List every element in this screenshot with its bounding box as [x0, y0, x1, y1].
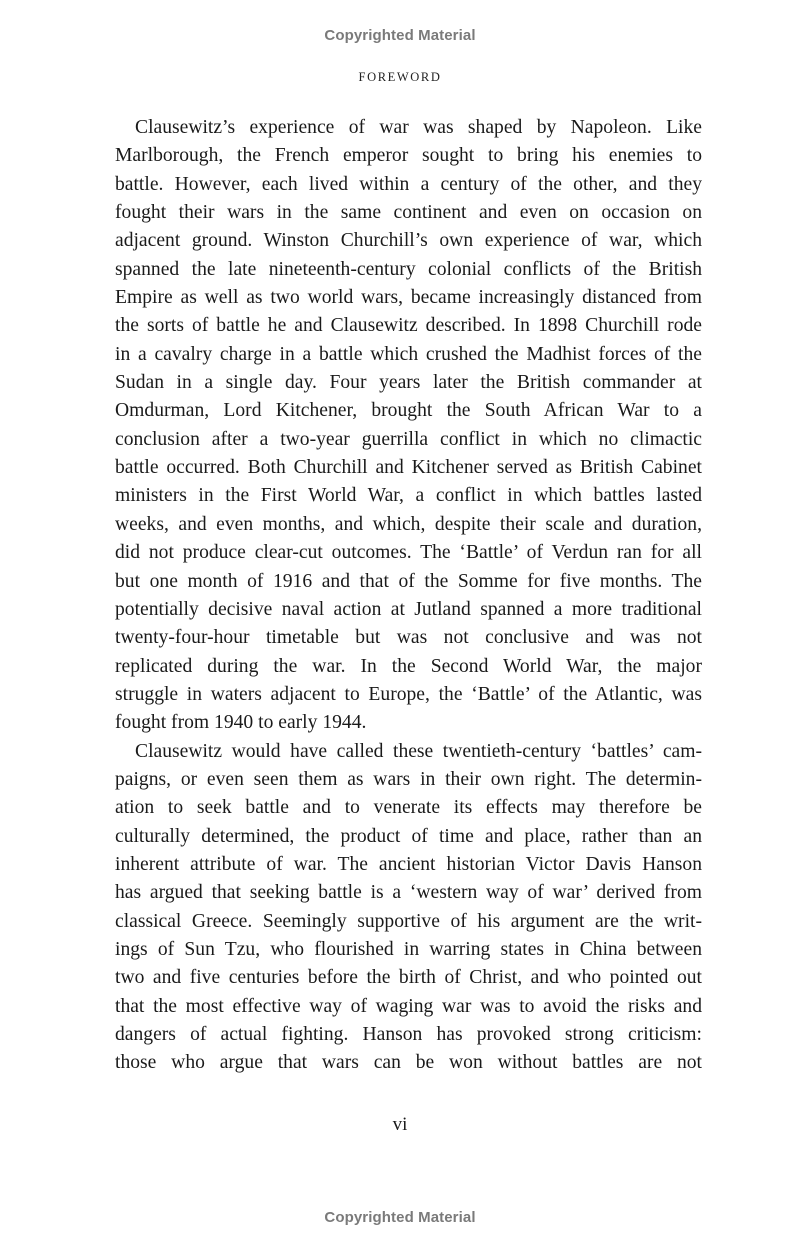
- text-line: did not produce clear-cut outcomes. The ‘Battle’ of Verdun ran for all: [115, 542, 702, 564]
- text-line: twenty-four-hour timetable but was not conclusive and was not: [115, 627, 702, 649]
- text-line: fought from 1940 to early 1944.: [115, 712, 367, 734]
- text-line: Empire as well as two world wars, became increasingly distanced from: [115, 287, 702, 309]
- text-line: dangers of actual fighting. Hanson has provoked strong criticism:: [115, 1024, 702, 1045]
- copyright-watermark-top: Copyrighted Material: [324, 27, 476, 44]
- text-line: has argued that seeking battle is a ‘western way of war’ derived from: [115, 882, 702, 904]
- text-line: conclusion after a two-year guerrilla conflict in which no climactic: [115, 428, 702, 450]
- text-line: replicated during the war. In the Second World War, the major: [115, 655, 702, 677]
- text-line: ministers in the First World War, a conflict in which battles lasted: [115, 485, 702, 507]
- text-line: culturally determined, the product of time and place, rather than an: [115, 825, 702, 847]
- text-line: but one month of 1916 and that of the Somme for five months. The: [115, 570, 702, 592]
- text-line: adjacent ground. Winston Churchill’s own experience of war, which: [115, 230, 702, 252]
- text-line: the sorts of battle he and Clausewitz described. In 1898 Churchill rode: [115, 315, 702, 337]
- text-line: classical Greece. Seemingly supportive of his argument are the writ-: [115, 910, 702, 932]
- paragraph-2: [115, 738, 702, 1078]
- text-line: ings of Sun Tzu, who flourished in warring states in China between: [115, 938, 702, 960]
- text-line: Clausewitz would have called these twentieth-century ‘battles’ cam-: [135, 740, 702, 762]
- text-line: paigns, or even seen them as wars in their own right. The determin-: [115, 768, 702, 790]
- body-text: [115, 114, 702, 1078]
- text-line: inherent attribute of war. The ancient historian Victor Davis Hanson: [115, 853, 702, 875]
- text-line: fought their wars in the same continent and even on occasion on: [115, 202, 702, 224]
- text-line: spanned the late nineteenth-century colonial conflicts of the British: [115, 258, 702, 280]
- text-line: struggle in waters adjacent to Europe, the ‘Battle’ of the Atlantic, was: [115, 683, 702, 705]
- text-line: Marlborough, the French emperor sought to bring his enemies to: [115, 145, 702, 167]
- text-line: those who argue that wars can be won without battles are not: [115, 1052, 702, 1074]
- text-line: Sudan in a single day. Four years later the British commander at: [115, 372, 702, 394]
- text-line: potentially decisive naval action at Jutland spanned a more traditional: [115, 598, 702, 620]
- text-line: battle occurred. Both Churchill and Kitchener served as British Cabinet: [115, 457, 702, 479]
- text-line: ation to seek battle and to venerate its effects may therefore be: [115, 797, 702, 819]
- text-line: weeks, and even months, and which, despite their scale and duration,: [115, 513, 702, 535]
- text-line: Clausewitz’s experience of war was shaped by Napoleon. Like: [135, 117, 702, 138]
- running-head: FOREWORD: [358, 70, 442, 84]
- paragraph-1: [115, 114, 702, 738]
- text-line: battle. However, each lived within a century of the other, and they: [115, 173, 702, 195]
- text-line: in a cavalry charge in a battle which crushed the Madhist forces of the: [115, 343, 702, 365]
- text-line: that the most effective way of waging war was to avoid the risks and: [115, 995, 702, 1017]
- copyright-watermark-bottom: Copyrighted Material: [324, 1209, 476, 1226]
- text-line: Omdurman, Lord Kitchener, brought the South African War to a: [115, 400, 702, 422]
- page-number: vi: [392, 1114, 408, 1135]
- text-line: two and five centuries before the birth of Christ, and who pointed out: [115, 967, 702, 989]
